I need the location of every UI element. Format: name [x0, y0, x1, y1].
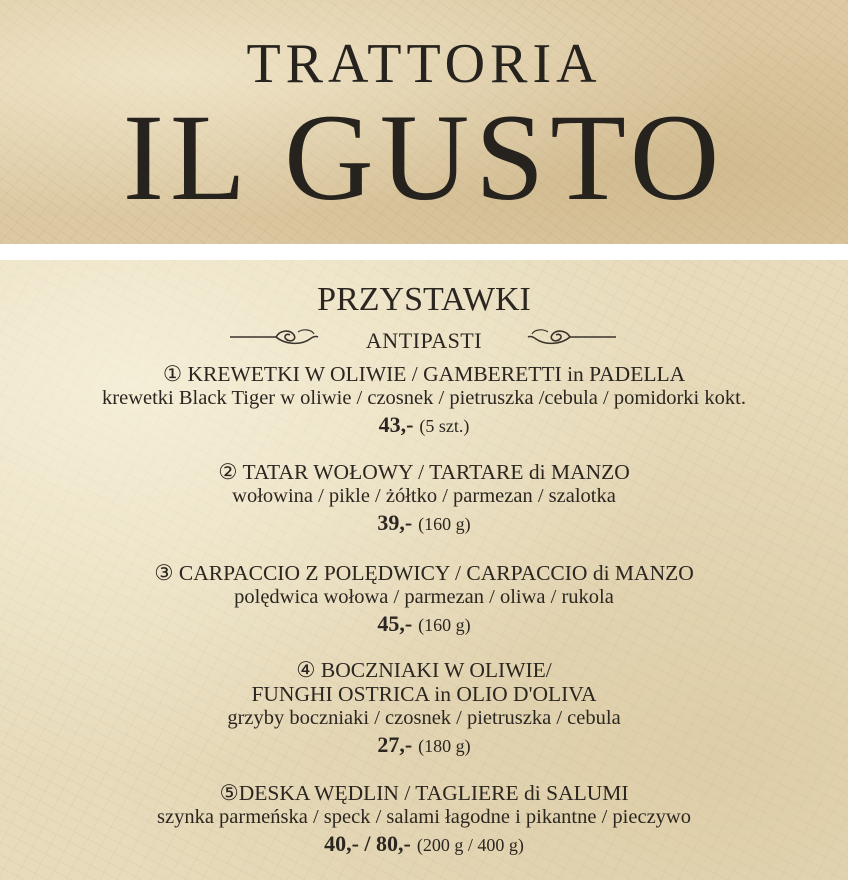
menu-item-boczniaki [0, 658, 848, 763]
section-subtitle-row [0, 326, 848, 356]
menu-item-price-line [0, 730, 848, 763]
menu-item-description: wołowina / pikle / żółtko / parmezan / szalotka [232, 485, 616, 507]
menu-item-portion: (200 g / 400 g) [416, 835, 524, 855]
menu-item-price-line [0, 410, 848, 443]
menu-item-price-line [0, 508, 848, 541]
menu-item-description: szynka parmeńska / speck / salami łagodne i pikantne / pieczywo [157, 806, 691, 828]
menu-item-name-line-2: FUNGHI OSTRICA in OLIO D'OLIVA [251, 682, 597, 706]
menu-item-price: 43,- [378, 412, 414, 437]
menu-item-price: 45,- [377, 611, 413, 636]
menu-item-description: polędwica wołowa / parmezan / oliwa / rukola [234, 586, 614, 608]
menu-item-price-line [0, 829, 848, 862]
menu-item-name: ③ CARPACCIO Z POLĘDWICY / CARPACCIO di MANZO [154, 561, 694, 585]
menu-item-portion: (180 g) [418, 736, 471, 756]
menu-item-name: ⑤DESKA WĘDLIN / TAGLIERE di SALUMI [219, 781, 629, 805]
menu-item-price: 40,- / 80,- [324, 831, 411, 856]
menu-item-description: krewetki Black Tiger w oliwie / czosnek / pietruszka /cebula / pomidorki kokt. [102, 387, 746, 409]
menu-item-price: 39,- [377, 510, 413, 535]
menu-item-deska-wedlin [0, 781, 848, 862]
menu-item-name: ① KREWETKI W OLIWIE / GAMBERETTI in PADELLA [162, 362, 686, 386]
brand-title: IL GUSTO [122, 89, 726, 226]
flourish-right-icon [526, 326, 618, 348]
section-subtitle: ANTIPASTI [365, 328, 483, 353]
menu-item-name: ② TATAR WOŁOWY / TARTARE di MANZO [218, 460, 630, 484]
section-title: PRZYSTAWKI [317, 281, 531, 318]
menu-item-portion: (160 g) [418, 514, 471, 534]
menu-item-description: grzyby boczniaki / czosnek / pietruszka / cebula [227, 707, 621, 729]
menu-item-carpaccio [0, 561, 848, 642]
menu-item-krewetki [0, 362, 848, 443]
menu-item-name: ④ BOCZNIAKI W OLIWIE/ [296, 658, 552, 682]
menu-item-portion: (5 szt.) [419, 416, 470, 436]
header-divider [0, 244, 848, 260]
brand-subtitle: TRATTORIA [246, 33, 602, 95]
menu-item-price: 27,- [377, 732, 413, 757]
menu-item-tatar [0, 460, 848, 541]
menu-item-portion: (160 g) [418, 615, 471, 635]
menu-item-price-line [0, 609, 848, 642]
